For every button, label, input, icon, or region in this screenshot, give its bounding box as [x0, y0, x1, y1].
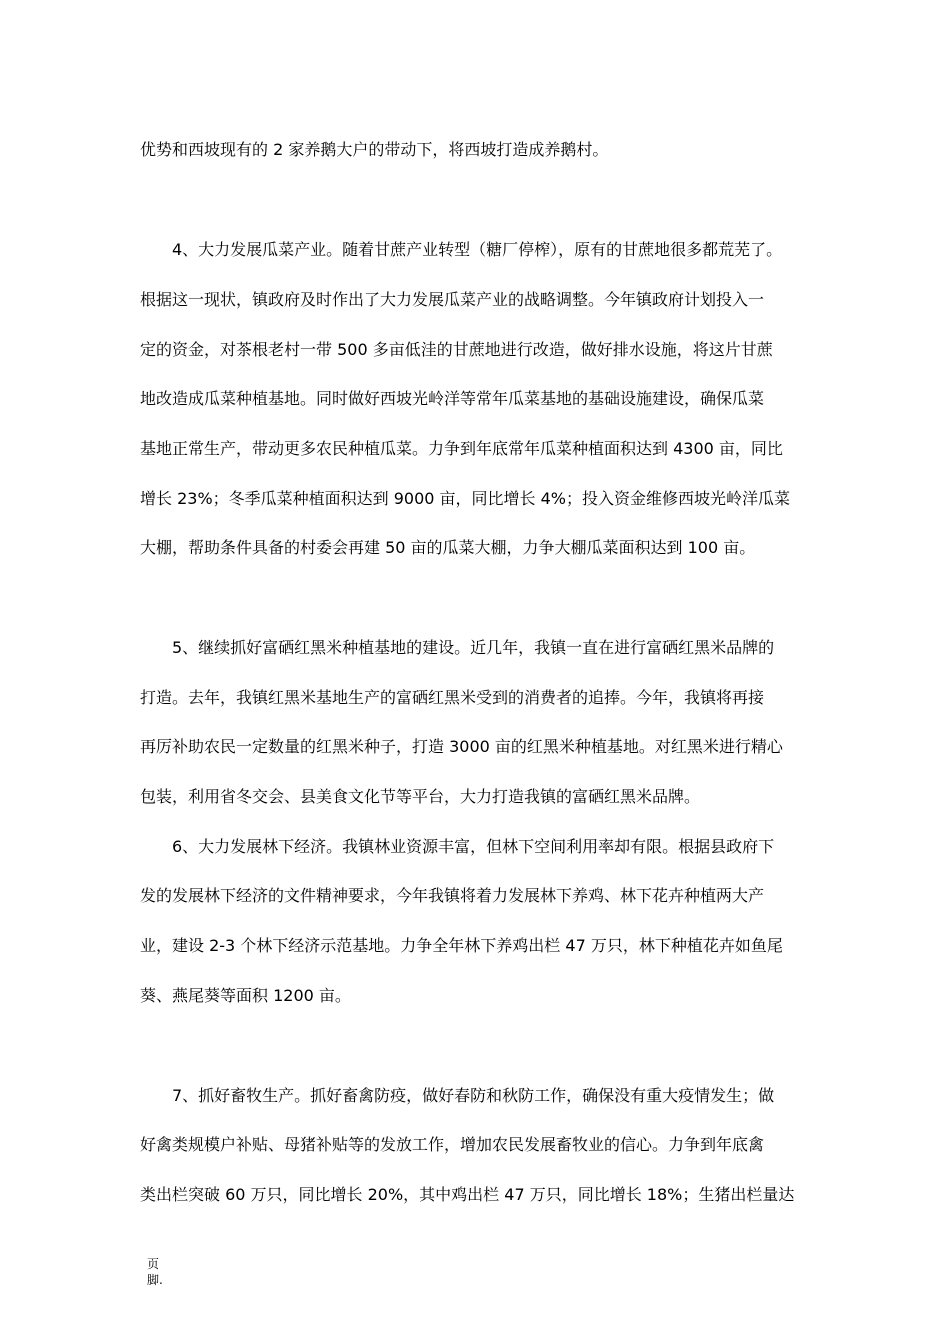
paragraph-line: 地改造成瓜菜种植基地。同时做好西坡光岭洋等常年瓜菜基地的基础设施建设，确保瓜菜: [140, 389, 765, 408]
paragraph-line: 包装，利用省冬交会、县美食文化节等平台，大力打造我镇的富硒红黑米品牌。: [140, 787, 701, 806]
paragraph-line: 类出栏突破 60 万只，同比增长 20%，其中鸡出栏 47 万只，同比增长 18%；生猪出栏量达: [140, 1185, 795, 1204]
paragraph-line: 7、抓好畜牧生产。抓好畜禽防疫，做好春防和秋防工作，确保没有重大疫情发生；做: [172, 1086, 775, 1105]
paragraph-line: 大棚，帮助条件具备的村委会再建 50 亩的瓜菜大棚，力争大棚瓜菜面积达到 100 亩。: [140, 538, 756, 557]
paragraph-line: 5、继续抓好富硒红黑米种植基地的建设。近几年，我镇一直在进行富硒红黑米品牌的: [172, 638, 775, 657]
paragraph-line: 基地正常生产，带动更多农民种植瓜菜。力争到年底常年瓜菜种植面积达到 4300 亩，同比: [140, 439, 783, 458]
paragraph-line: 根据这一现状，镇政府及时作出了大力发展瓜菜产业的战略调整。今年镇政府计划投入一: [140, 290, 765, 309]
paragraph-line: 葵、燕尾葵等面积 1200 亩。: [140, 986, 351, 1005]
paragraph-line: 4、大力发展瓜菜产业。随着甘蔗产业转型（糖厂停榨），原有的甘蔗地很多都荒芜了。: [172, 240, 783, 259]
paragraph-line: 6、大力发展林下经济。我镇林业资源丰富，但林下空间利用率却有限。根据县政府下: [172, 837, 775, 856]
paragraph-line: 好禽类规模户补贴、母猪补贴等的发放工作，增加农民发展畜牧业的信心。力争到年底禽: [140, 1135, 765, 1154]
footer-label: 页: [147, 1257, 160, 1271]
paragraph-line: 增长 23%；冬季瓜菜种植面积达到 9000 亩，同比增长 4%；投入资金维修西坡光岭洋瓜菜: [140, 489, 791, 508]
paragraph-line: 优势和西坡现有的 2 家养鹅大户的带动下，将西坡打造成养鹅村。: [140, 140, 609, 159]
paragraph-line: 发的发展林下经济的文件精神要求，今年我镇将着力发展林下养鸡、林下花卉种植两大产: [140, 886, 765, 905]
paragraph-line: 定的资金，对茶根老村一带 500 多亩低洼的甘蔗地进行改造，做好排水设施，将这片甘蔗: [140, 340, 773, 359]
paragraph-line: 业，建设 2-3 个林下经济示范基地。力争全年林下养鸡出栏 47 万只，林下种植花卉如鱼尾: [140, 936, 783, 955]
paragraph-line: 再厉补助农民一定数量的红黑米种子，打造 3000 亩的红黑米种植基地。对红黑米进行精心: [140, 737, 783, 756]
footer-label: 脚.: [147, 1273, 163, 1287]
paragraph-line: 打造。去年，我镇红黑米基地生产的富硒红黑米受到的消费者的追捧。今年，我镇将再接: [140, 688, 765, 707]
